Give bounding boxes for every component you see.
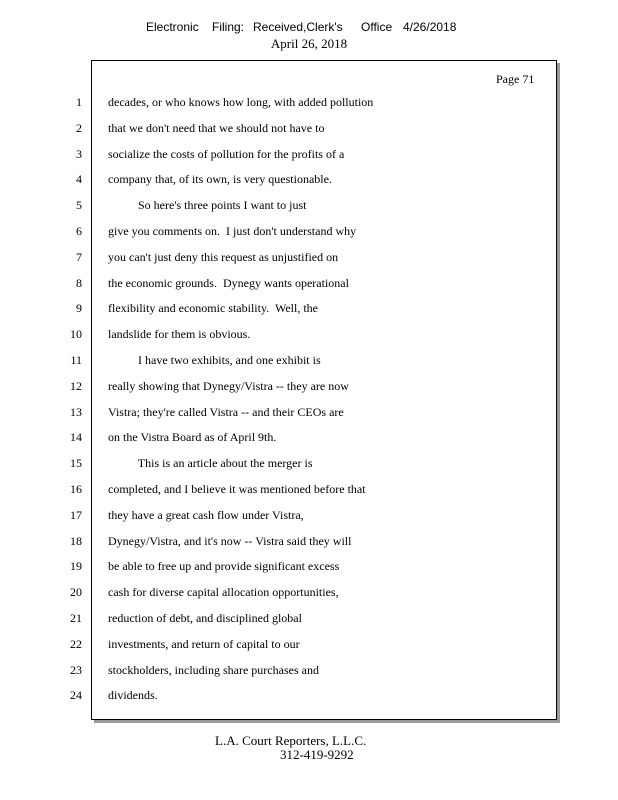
line-text: This is an article about the merger is xyxy=(108,456,313,471)
line-number: 23 xyxy=(70,662,82,677)
line-text: really showing that Dynegy/Vistra -- they are now xyxy=(108,378,349,393)
transcript-line xyxy=(0,90,618,116)
line-number: 13 xyxy=(70,404,82,419)
line-text: reduction of debt, and disciplined global xyxy=(108,610,302,625)
transcript-line xyxy=(0,632,618,658)
transcript-line xyxy=(0,167,618,193)
filing-stamp-header xyxy=(0,20,618,36)
line-text: Dynegy/Vistra, and it's now -- Vistra said they will xyxy=(108,533,352,548)
transcript-line xyxy=(0,425,618,451)
line-number: 19 xyxy=(70,559,82,574)
line-number: 17 xyxy=(70,507,82,522)
line-number: 15 xyxy=(70,456,82,471)
line-text: landslide for them is obvious. xyxy=(108,327,251,342)
filing-date: April 26, 2018 xyxy=(270,36,348,51)
filing-stamp-word: Filing: xyxy=(212,20,245,34)
line-number: 20 xyxy=(70,585,82,600)
line-text: stockholders, including share purchases and xyxy=(108,662,319,677)
line-number: 10 xyxy=(70,327,82,342)
line-number: 9 xyxy=(76,301,82,316)
line-text: give you comments on. I just don't understand why xyxy=(108,223,357,238)
transcript-line xyxy=(0,400,618,426)
line-number: 4 xyxy=(76,172,82,187)
transcript-line xyxy=(0,451,618,477)
line-number: 24 xyxy=(70,688,82,703)
line-number: 8 xyxy=(76,275,82,290)
line-text: flexibility and economic stability. Well, the xyxy=(108,301,318,316)
filing-stamp-word: Electronic xyxy=(146,20,199,34)
line-text: dividends. xyxy=(108,688,158,703)
transcript-line xyxy=(0,580,618,606)
transcript-line xyxy=(0,116,618,142)
line-text: decades, or who knows how long, with added pollution xyxy=(108,95,374,109)
transcript-line xyxy=(0,271,618,297)
transcript-line xyxy=(0,554,618,580)
transcript-lines xyxy=(0,90,618,709)
filing-stamp-word: Office xyxy=(361,20,393,34)
transcript-line xyxy=(0,142,618,168)
line-number: 6 xyxy=(76,223,82,238)
court-reporter-name: L.A. Court Reporters, L.L.C. xyxy=(215,733,367,748)
line-number: 21 xyxy=(70,610,82,625)
line-text: you can't just deny this request as unjustified on xyxy=(108,249,339,264)
page-number: Page 71 xyxy=(496,72,535,86)
line-number: 22 xyxy=(70,636,82,651)
court-reporter-phone: 312-419-9292 xyxy=(280,747,354,762)
transcript-line xyxy=(0,348,618,374)
line-number: 7 xyxy=(76,249,82,264)
line-number: 16 xyxy=(70,481,82,496)
transcript-line xyxy=(0,219,618,245)
line-text: the economic grounds. Dynegy wants operational xyxy=(108,275,349,290)
line-text: be able to free up and provide significant excess xyxy=(108,559,340,574)
line-number: 12 xyxy=(70,378,82,393)
line-number: 2 xyxy=(76,120,82,135)
transcript-line xyxy=(0,296,618,322)
line-text: socialize the costs of pollution for the profits of a xyxy=(108,146,345,161)
line-number: 18 xyxy=(70,533,82,548)
filing-stamp-word: Received,Clerk's xyxy=(253,20,343,34)
line-number: 5 xyxy=(76,198,82,213)
transcript-line xyxy=(0,245,618,271)
line-text: I have two exhibits, and one exhibit is xyxy=(108,352,321,367)
transcript-line xyxy=(0,529,618,555)
line-text: completed, and I believe it was mentioned before that xyxy=(108,481,366,496)
line-text: investments, and return of capital to our xyxy=(108,636,300,651)
line-number: 11 xyxy=(70,352,82,367)
transcript-line xyxy=(0,503,618,529)
line-text: Vistra; they're called Vistra -- and their CEOs are xyxy=(108,404,344,419)
transcript-line xyxy=(0,322,618,348)
line-number: 14 xyxy=(70,430,82,445)
transcript-line xyxy=(0,606,618,632)
filing-stamp-date-short: 4/26/2018 xyxy=(403,20,457,34)
transcript-line xyxy=(0,477,618,503)
line-text: cash for diverse capital allocation opportunities, xyxy=(108,585,339,600)
transcript-line xyxy=(0,193,618,219)
transcript-line xyxy=(0,683,618,709)
line-text: on the Vistra Board as of April 9th. xyxy=(108,430,277,445)
line-text: So here's three points I want to just xyxy=(108,198,307,213)
transcript-line xyxy=(0,374,618,400)
line-text: company that, of its own, is very questionable. xyxy=(108,172,332,187)
transcript-line xyxy=(0,658,618,684)
line-number: 1 xyxy=(76,95,82,109)
line-text: they have a great cash flow under Vistra, xyxy=(108,507,304,522)
line-number: 3 xyxy=(76,146,82,161)
line-text: that we don't need that we should not have to xyxy=(108,120,325,135)
